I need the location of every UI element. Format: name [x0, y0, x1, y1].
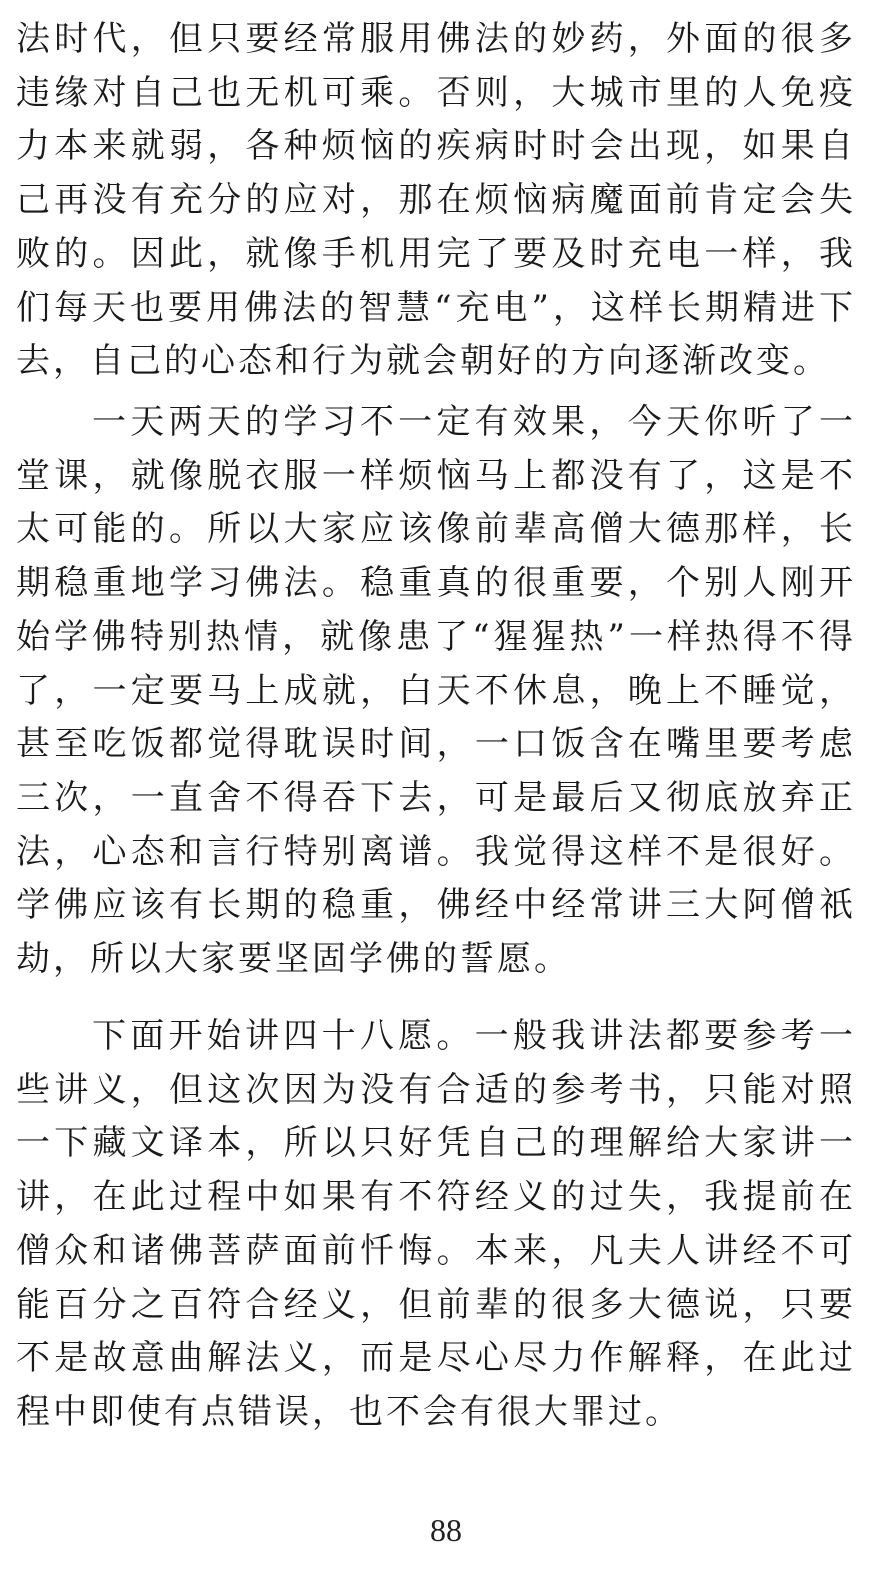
paragraph-steady-practice: 一天两天的学习不一定有效果，今天你听了一堂课，就像脱衣服一样烦恼马上都没有了，这是不太可能的。所以大家应该像前辈高僧大德那样，长期稳重地学习佛法。稳重真的很重要，个别人刚开始学佛特别热情，就像患了“猩猩热”一样热得不得了，一定要马上成就，白天不休息，晚上不睡觉，甚至吃饭都觉得耽误时间，一口饭含在嘴里要考虑三次，一直舍不得吞下去，可是最后又彻底放弃正法，心态和言行特别离谱。我觉得这样不是很好。学佛应该有长期的稳重，佛经中经常讲三大阿僧祇劫，所以大家要坚固学佛的誓愿。 [16, 402, 856, 980]
paragraph-continuation: 法时代，但只要经常服用佛法的妙药，外面的很多违缘对自己也无机可乘。否则，大城市里的人免疫力本来就弱，各种烦恼的疾病时时会出现，如果自己再没有充分的应对，那在烦恼病魔面前肯定会失败的。因此，就像手机用完了要及时充电一样，我们每天也要用佛法的智慧“充电”，这样长期精进下去，自己的心态和行为就会朝好的方向逐渐改变。 [16, 19, 856, 382]
paragraph-forty-eight-vows: 下面开始讲四十八愿。一般我讲法都要参考一些讲义，但这次因为没有合适的参考书，只能对照一下藏文译本，所以只好凭自己的理解给大家讲一讲，在此过程中如果有不符经义的过失，我提前在僧众和诸佛菩萨面前忏悔。本来，凡夫人讲经不可能百分之百符合经义，但前辈的很多大德说，只要不是故意曲解法义，而是尽心尽力作解释，在此过程中即使有点错误，也不会有很大罪过。 [16, 1016, 856, 1432]
page-number: 88 [430, 1512, 462, 1548]
